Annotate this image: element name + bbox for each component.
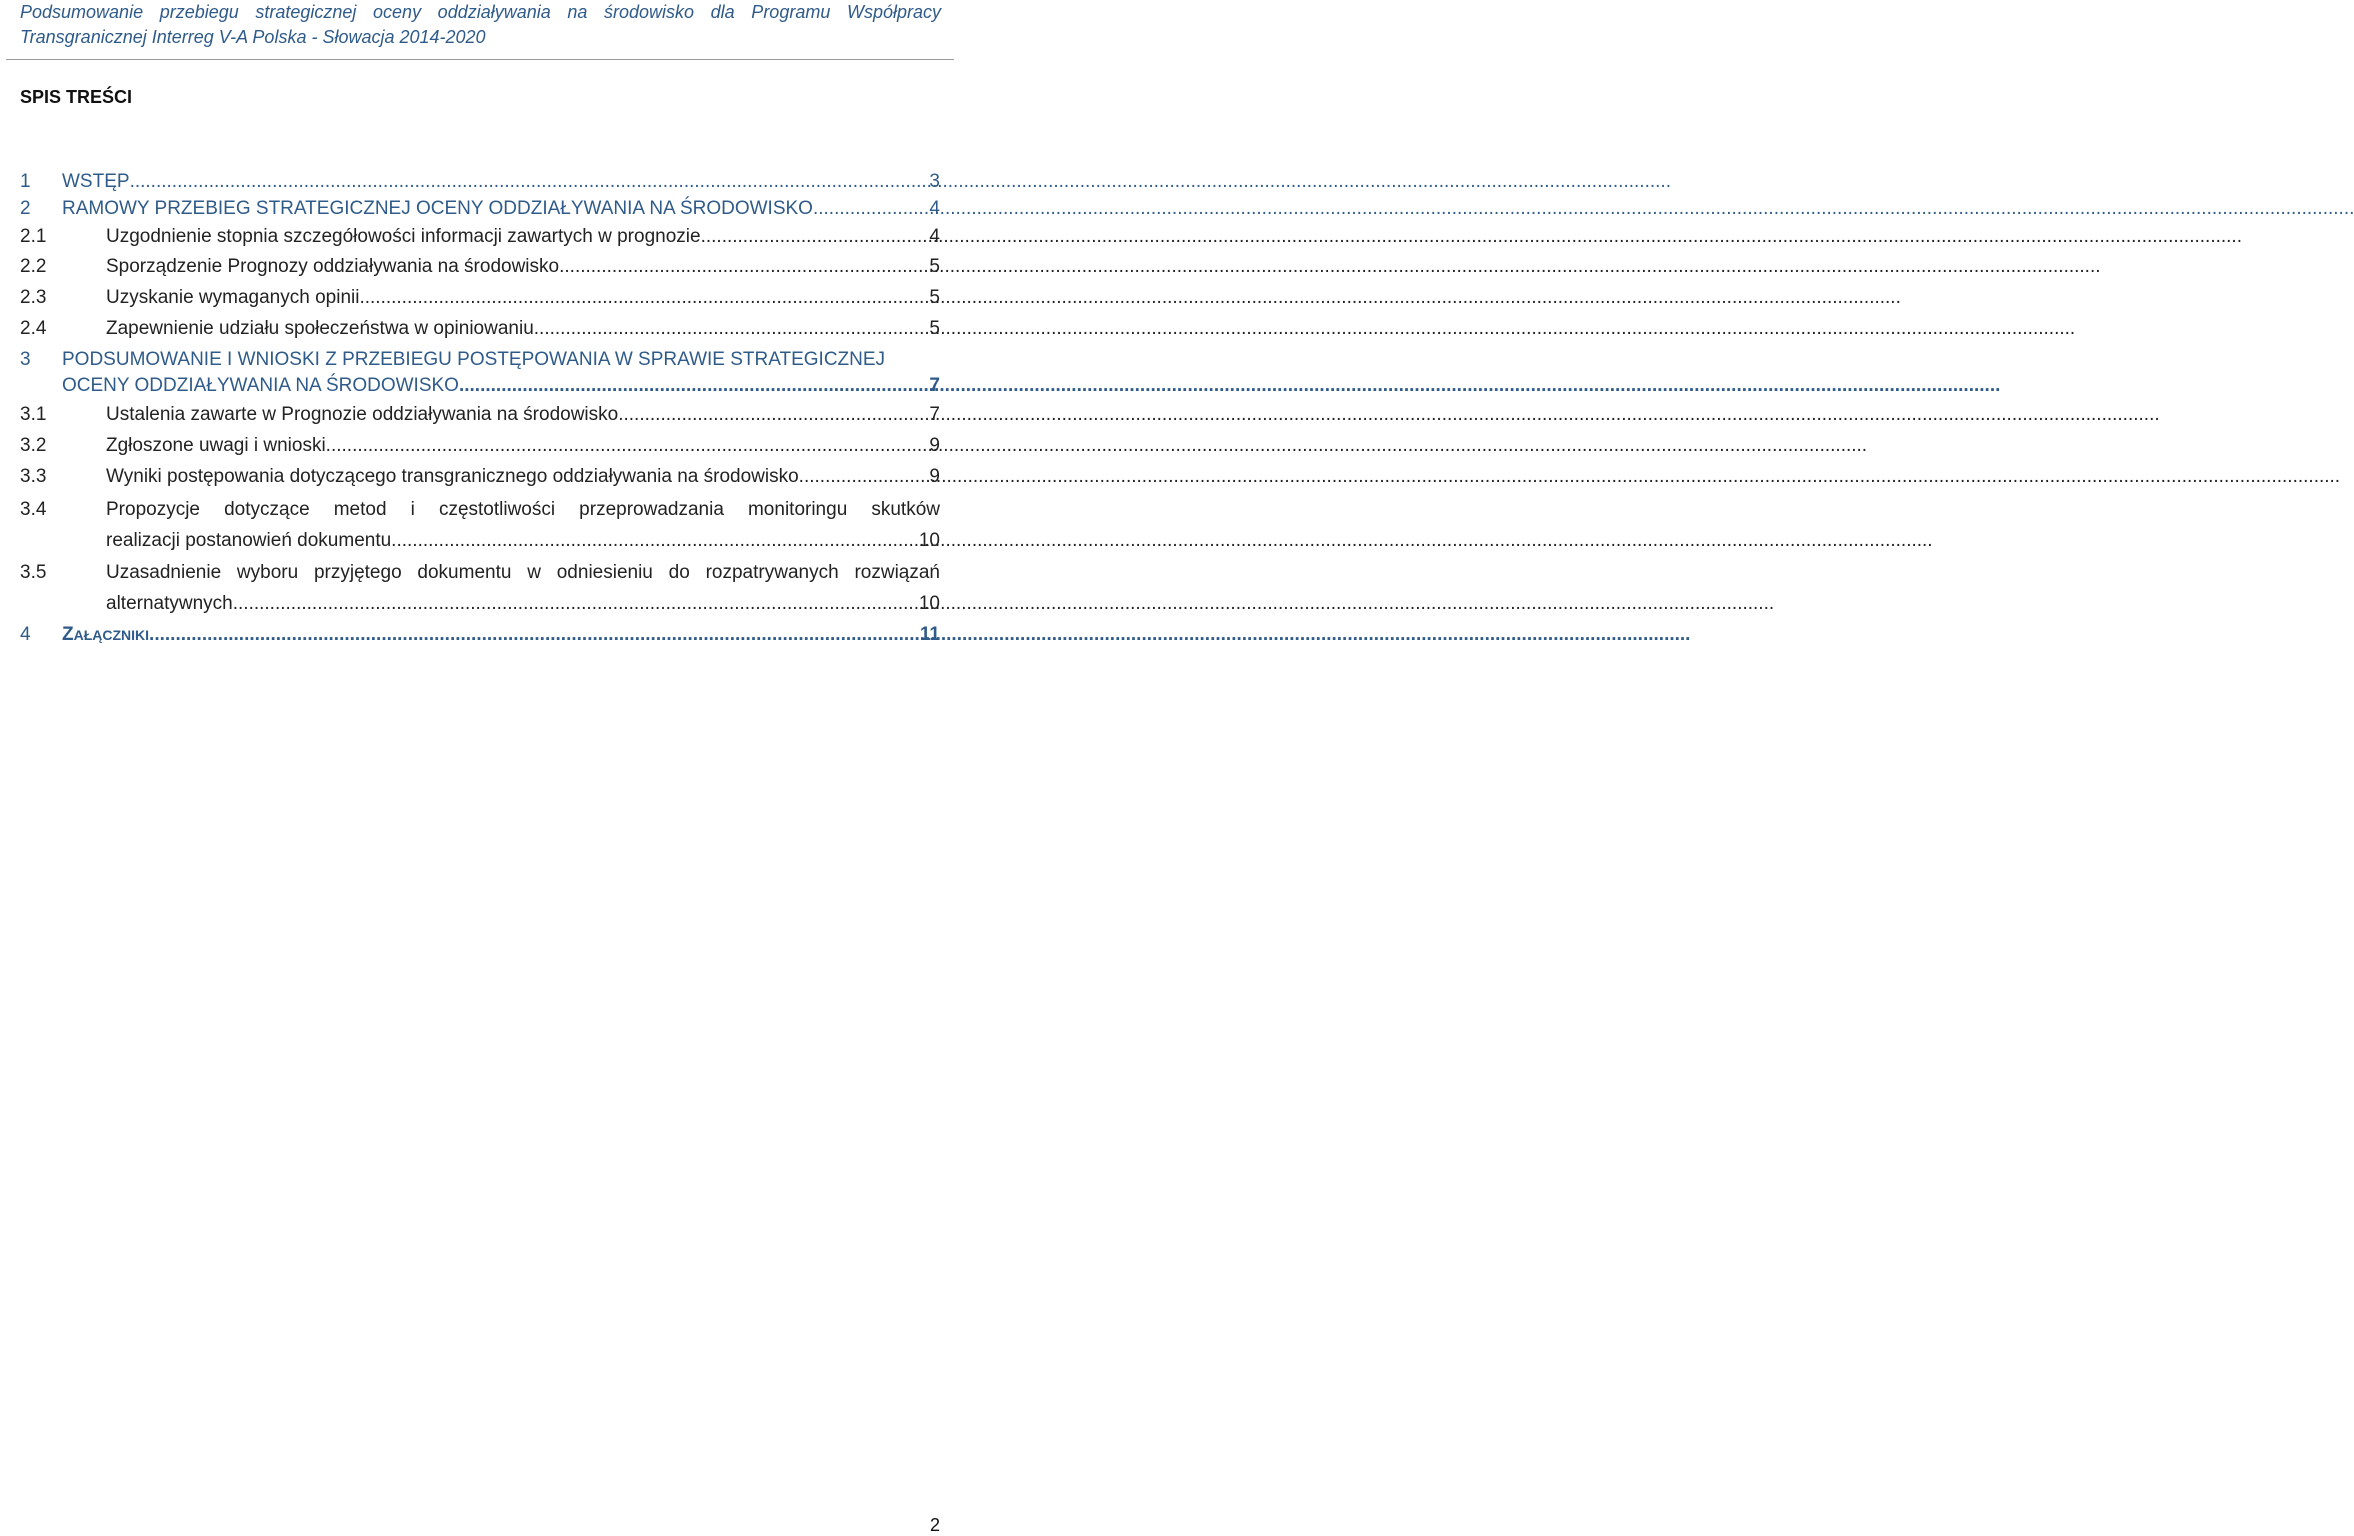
toc-entry-page: 4 (929, 226, 940, 247)
toc-entry-number: 1 (20, 171, 31, 192)
toc-entry-title (62, 619, 149, 651)
toc-entry-number: 2.3 (20, 287, 47, 308)
toc-leader-dots (459, 370, 927, 401)
toc-leader-dots (701, 221, 928, 252)
document-header (20, 0, 941, 50)
toc-entry-page: 7 (929, 375, 940, 396)
toc-entry-number: 2 (20, 198, 31, 219)
toc-entry-number: 2.4 (20, 318, 47, 339)
toc-entry-title: Sporządzenie Prognozy oddziaływania na środowisko (106, 256, 560, 277)
toc-entry-page: 11 (919, 624, 940, 645)
toc-leader-dots (149, 619, 918, 650)
toc-entry-title-rest: AŁĄCZNIKI (73, 627, 150, 643)
toc-entry-page: 9 (929, 435, 940, 456)
toc-entry-number: 3.5 (20, 562, 47, 583)
toc-leader-dots (534, 313, 928, 344)
toc-entry-title: Uzgodnienie stopnia szczegółowości informacji zawartych w prognozie (106, 226, 701, 247)
toc-entry-number: 3.3 (20, 466, 47, 487)
toc-leader-dots (813, 193, 927, 224)
toc-leader-dots (326, 430, 928, 461)
toc-entry-title-line1: PODSUMOWANIE I WNIOSKI Z PRZEBIEGU POSTĘPOWANIA W SPRAWIE STRATEGICZNEJ (62, 349, 886, 370)
toc-entry-title: Ustalenia zawarte w Prognozie oddziaływania na środowisko (106, 404, 619, 425)
toc-entry-number: 3.1 (20, 404, 47, 425)
header-title-line2: Transgranicznej Interreg V-A Polska - Słowacja 2014-2020 (20, 27, 486, 47)
toc-leader-dots (618, 399, 927, 430)
toc-entry-title: RAMOWY PRZEBIEG STRATEGICZNEJ OCENY ODDZIAŁYWANIA NA ŚRODOWISKO (62, 198, 813, 219)
toc-entry-title-line2: alternatywnych (106, 593, 233, 614)
toc-leader-dots (391, 525, 917, 556)
toc-leader-dots (559, 251, 927, 282)
toc-entry-page: 3 (929, 171, 940, 192)
toc-heading: SPIS TREŚCI (20, 87, 133, 107)
toc-leader-dots (233, 588, 917, 619)
toc-entry-page: 5 (929, 287, 940, 308)
toc-entry-number: 2.1 (20, 226, 47, 247)
toc-entry-title: WSTĘP (62, 171, 130, 192)
toc-entry-page: 5 (929, 318, 940, 339)
toc-entry-title-line1: Propozycje dotyczące metod i częstotliwości przeprowadzania monitoringu skutków (106, 499, 940, 520)
toc-entry-title: Zgłoszone uwagi i wnioski (106, 435, 326, 456)
toc-entry-page: 5 (929, 256, 940, 277)
toc-entry-title-cap: Z (62, 624, 74, 645)
header-title-line1: Podsumowanie przebiegu strategicznej oceny oddziaływania na środowisko dla Programu Współpracy (20, 2, 941, 22)
toc-entry-page: 9 (929, 466, 940, 487)
toc-entry-number: 3.4 (20, 499, 47, 520)
toc-leader-dots (799, 461, 928, 492)
toc-entry-number: 3 (20, 349, 31, 370)
toc-entry-number: 4 (20, 624, 31, 645)
toc-entry-page: 10 (918, 593, 940, 614)
toc-entry-title: Zapewnienie udziału społeczeństwa w opiniowaniu (106, 318, 534, 339)
toc-entry-page: 7 (929, 404, 940, 425)
toc-entry-title-line1: Uzasadnienie wyboru przyjętego dokumentu w odniesieniu do rozpatrywanych rozwiązań (106, 562, 940, 583)
toc-entry-title: Uzyskanie wymaganych opinii (106, 287, 360, 308)
page-number: 2 (929, 1515, 940, 1535)
toc-entry-title-line2: realizacji postanowień dokumentu (106, 530, 392, 551)
toc-entry-title-line2: OCENY ODDZIAŁYWANIA NA ŚRODOWISKO (62, 375, 459, 396)
toc-entry-number: 3.2 (20, 435, 47, 456)
header-divider (6, 59, 954, 60)
toc-entry-page: 4 (929, 198, 940, 219)
toc-entry-title: Wyniki postępowania dotyczącego transgranicznego oddziaływania na środowisko (106, 466, 799, 487)
toc-entry-page: 10 (918, 530, 940, 551)
toc-leader-dots (359, 282, 927, 313)
toc-entry-number: 2.2 (20, 256, 47, 277)
